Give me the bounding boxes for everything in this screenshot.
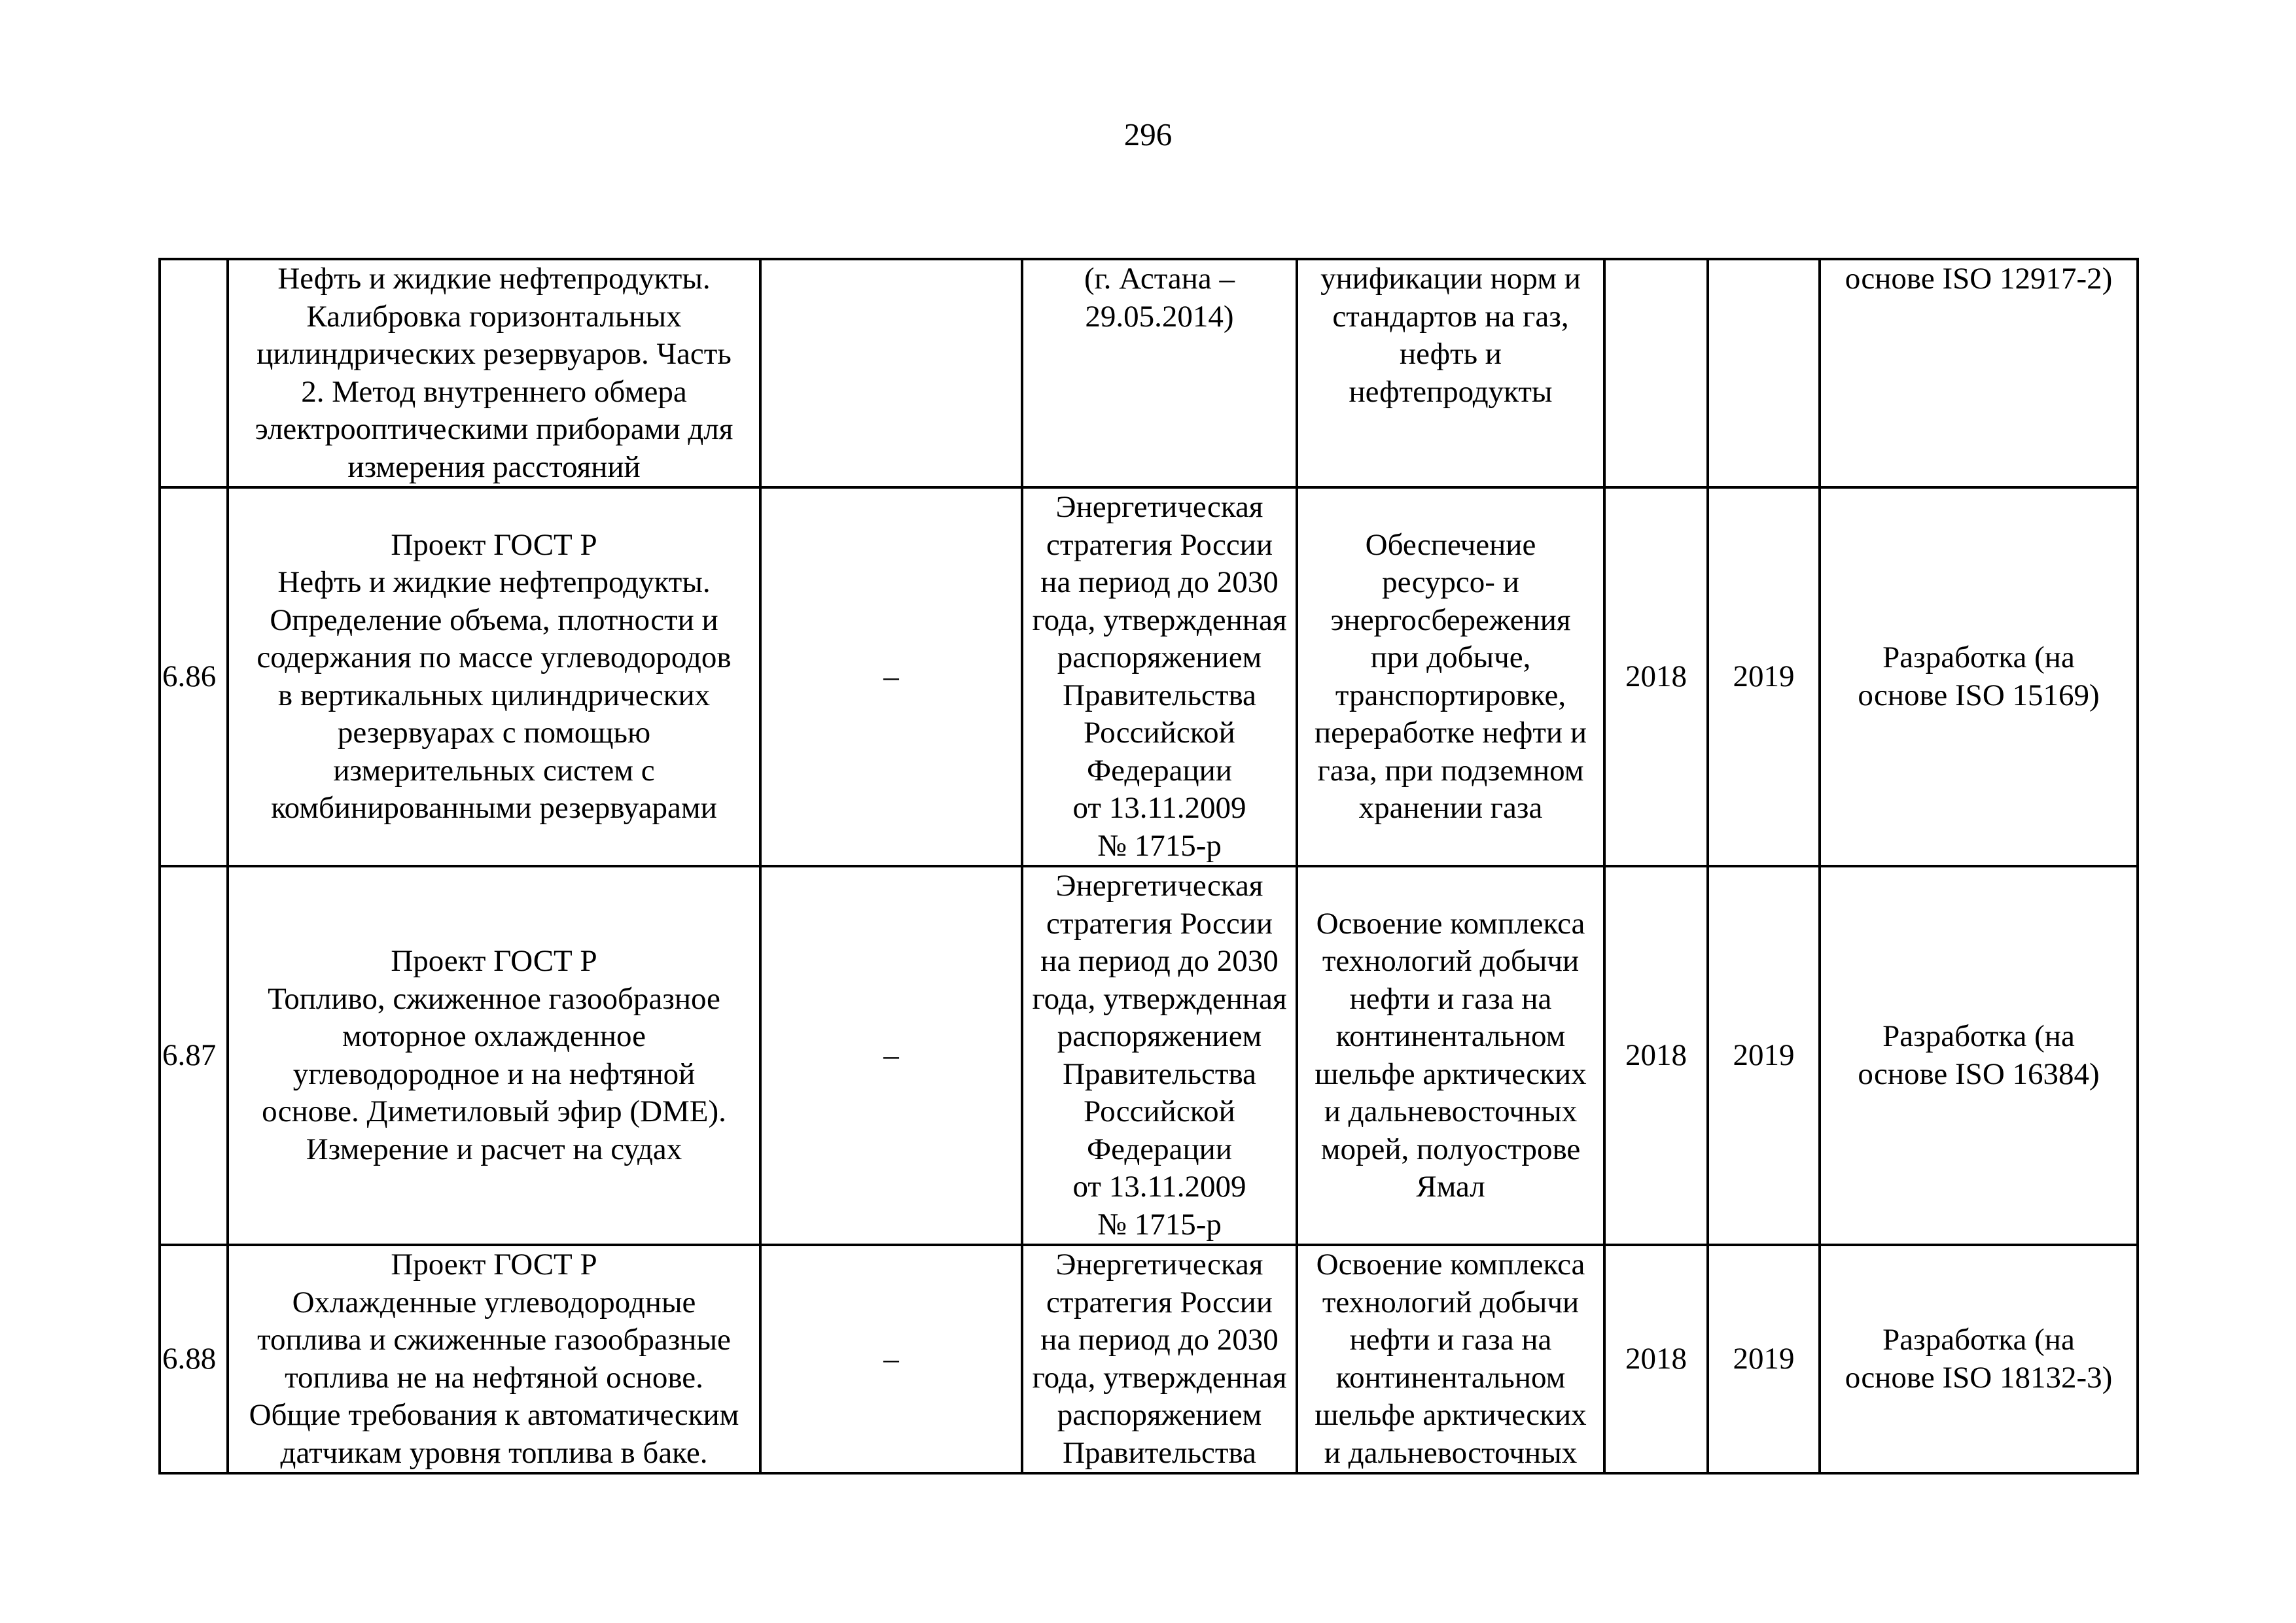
purpose-cell-line: Освоение комплекса bbox=[1316, 906, 1585, 941]
note-cell bbox=[1820, 259, 2138, 487]
basis-document-cell-line: Правительства bbox=[1063, 1056, 1256, 1091]
purpose-cell-line: морей, полуострове bbox=[1320, 1132, 1581, 1166]
standard-title-cell bbox=[228, 487, 760, 866]
purpose-cell-line: технологий добычи bbox=[1322, 1285, 1580, 1319]
basis-document-cell-line: на период до 2030 bbox=[1040, 1323, 1279, 1357]
standard-title-cell bbox=[228, 1245, 760, 1473]
end-year-cell: 2019 bbox=[1708, 866, 1820, 1245]
note-cell-line: Разработка (на bbox=[1882, 1323, 2075, 1357]
standard-title-cell-line: Проект ГОСТ Р bbox=[391, 944, 597, 978]
standard-title-cell-line: основе. Диметиловый эфир (DME). bbox=[262, 1094, 726, 1128]
basis-document-cell-line: стратегия России bbox=[1046, 527, 1273, 562]
table-row bbox=[160, 866, 2138, 1245]
basis-document-cell-line: Энергетическая bbox=[1055, 869, 1263, 903]
basis-document-cell bbox=[1022, 487, 1297, 866]
standard-title-cell-line: содержания по массе углеводородов bbox=[256, 640, 732, 674]
standard-title-cell-line: Проект ГОСТ Р bbox=[391, 1248, 597, 1282]
purpose-cell bbox=[1297, 1245, 1604, 1473]
note-cell-line: основе ISO 16384) bbox=[1858, 1056, 2100, 1091]
standard-title-cell-line: Определение объема, плотности и bbox=[270, 602, 718, 637]
basis-document-cell-line: № 1715-р bbox=[1097, 1207, 1222, 1242]
row-number-cell: 6.86 bbox=[160, 487, 228, 866]
table-row bbox=[160, 259, 2138, 487]
standard-title-cell-line: измерительных систем с bbox=[333, 753, 655, 788]
basis-document-cell-line: Правительства bbox=[1063, 678, 1256, 712]
basis-document-cell bbox=[1022, 1245, 1297, 1473]
standard-title-cell-line: комбинированными резервуарами bbox=[271, 791, 717, 825]
standard-title-cell-line: Охлажденные углеводородные bbox=[292, 1285, 696, 1319]
purpose-cell-line: хранении газа bbox=[1358, 791, 1543, 825]
end-year-cell: 2019 bbox=[1708, 1245, 1820, 1473]
basis-document-cell-line: года, утвержденная bbox=[1032, 602, 1287, 637]
standard-title-cell-line: в вертикальных цилиндрических bbox=[277, 678, 711, 712]
purpose-cell-line: энергосбережения bbox=[1330, 602, 1571, 637]
purpose-cell-line: нефтепродукты bbox=[1349, 374, 1553, 409]
purpose-cell-line: нефти и газа на bbox=[1349, 981, 1552, 1016]
purpose-cell-line: при добыче, bbox=[1370, 640, 1531, 674]
standard-title-cell-line: цилиндрических резервуаров. Часть bbox=[256, 337, 732, 371]
end-year-cell: 2019 bbox=[1708, 487, 1820, 866]
purpose-cell-line: и дальневосточных bbox=[1324, 1435, 1578, 1470]
standard-code-cell bbox=[760, 259, 1022, 487]
standard-title-cell-line: Общие требования к автоматическим bbox=[249, 1398, 739, 1432]
purpose-cell bbox=[1297, 487, 1604, 866]
basis-document-cell-line: Российской bbox=[1084, 1094, 1235, 1128]
purpose-cell-line: нефть и bbox=[1400, 337, 1502, 371]
note-cell bbox=[1820, 1245, 2138, 1473]
standard-title-cell-line: Топливо, сжиженное газообразное bbox=[268, 981, 720, 1016]
note-cell-line: основе ISO 12917-2) bbox=[1845, 262, 2113, 296]
table-row bbox=[160, 1245, 2138, 1473]
purpose-cell-line: унификации норм и bbox=[1320, 262, 1581, 296]
row-number-cell: 6.87 bbox=[160, 866, 228, 1245]
purpose-cell-line: континентальном bbox=[1335, 1360, 1566, 1395]
standard-title-cell-line: измерения расстояний bbox=[347, 449, 641, 484]
standard-title-cell-line: Нефть и жидкие нефтепродукты. bbox=[277, 262, 711, 296]
purpose-cell-line: Ямал bbox=[1416, 1170, 1485, 1204]
purpose-cell bbox=[1297, 259, 1604, 487]
basis-document-cell-line: распоряжением bbox=[1057, 1398, 1262, 1432]
standard-title-cell-line: Проект ГОСТ Р bbox=[391, 527, 597, 562]
standard-title-cell-line: Нефть и жидкие нефтепродукты. bbox=[277, 565, 711, 599]
purpose-cell-line: переработке нефти и bbox=[1315, 716, 1587, 750]
note-cell bbox=[1820, 487, 2138, 866]
standard-code-cell: – bbox=[760, 487, 1022, 866]
standard-title-cell-line: резервуарах с помощью bbox=[337, 716, 651, 750]
basis-document-cell-line: Федерации bbox=[1087, 1132, 1232, 1166]
standard-title-cell-line: топлива не на нефтяной основе. bbox=[285, 1360, 703, 1395]
note-cell bbox=[1820, 866, 2138, 1245]
basis-document-cell-line: стратегия России bbox=[1046, 906, 1273, 941]
standard-title-cell-line: 2. Метод внутреннего обмера bbox=[301, 374, 687, 409]
start-year-cell bbox=[1604, 259, 1708, 487]
page-number: 296 bbox=[1123, 116, 1173, 152]
basis-document-cell-line: № 1715-р bbox=[1097, 828, 1222, 863]
basis-document-cell-line: Правительства bbox=[1063, 1435, 1256, 1470]
note-cell-line: основе ISO 15169) bbox=[1858, 678, 2100, 712]
purpose-cell-line: газа, при подземном bbox=[1317, 753, 1584, 788]
basis-document-cell bbox=[1022, 259, 1297, 487]
end-year-cell bbox=[1708, 259, 1820, 487]
purpose-cell-line: технологий добычи bbox=[1322, 944, 1580, 978]
standard-title-cell-line: Измерение и расчет на судах bbox=[306, 1132, 682, 1166]
standard-title-cell-line: моторное охлажденное bbox=[342, 1019, 646, 1053]
purpose-cell-line: и дальневосточных bbox=[1324, 1094, 1578, 1128]
purpose-cell-line: стандартов на газ, bbox=[1332, 299, 1569, 334]
start-year-cell: 2018 bbox=[1604, 487, 1708, 866]
standard-title-cell-line: датчикам уровня топлива в баке. bbox=[280, 1435, 708, 1470]
row-number-cell bbox=[160, 259, 228, 487]
purpose-cell-line: Обеспечение bbox=[1365, 527, 1536, 562]
basis-document-cell-line: Федерации bbox=[1087, 753, 1232, 788]
basis-document-cell-line: Энергетическая bbox=[1055, 490, 1263, 524]
basis-document-cell-line: распоряжением bbox=[1057, 1019, 1262, 1053]
basis-document-cell-line: от 13.11.2009 bbox=[1072, 1170, 1246, 1204]
standard-title-cell bbox=[228, 866, 760, 1245]
basis-document-cell-line: на период до 2030 bbox=[1040, 944, 1279, 978]
start-year-cell: 2018 bbox=[1604, 866, 1708, 1245]
basis-document-cell bbox=[1022, 866, 1297, 1245]
standard-title-cell-line: электрооптическими приборами для bbox=[255, 412, 733, 446]
purpose-cell-line: ресурсо- и bbox=[1382, 565, 1519, 599]
basis-document-cell-line: стратегия России bbox=[1046, 1285, 1273, 1319]
note-cell-line: Разработка (на bbox=[1882, 640, 2075, 674]
basis-document-cell-line: Энергетическая bbox=[1055, 1248, 1263, 1282]
standard-code-cell: – bbox=[760, 1245, 1022, 1473]
purpose-cell-line: шельфе арктических bbox=[1315, 1398, 1587, 1432]
standard-code-cell: – bbox=[760, 866, 1022, 1245]
purpose-cell-line: Освоение комплекса bbox=[1316, 1248, 1585, 1282]
purpose-cell bbox=[1297, 866, 1604, 1245]
basis-document-cell-line: (г. Астана – bbox=[1084, 262, 1235, 296]
standard-title-cell-line: Калибровка горизонтальных bbox=[306, 299, 682, 334]
purpose-cell-line: континентальном bbox=[1335, 1019, 1566, 1053]
basis-document-cell-line: года, утвержденная bbox=[1032, 1360, 1287, 1395]
basis-document-cell-line: года, утвержденная bbox=[1032, 981, 1287, 1016]
row-number-cell: 6.88 bbox=[160, 1245, 228, 1473]
basis-document-cell-line: Российской bbox=[1084, 716, 1235, 750]
basis-document-cell-line: 29.05.2014) bbox=[1085, 299, 1234, 334]
note-cell-line: основе ISO 18132-3) bbox=[1845, 1360, 2113, 1395]
table-row bbox=[160, 487, 2138, 866]
purpose-cell-line: нефти и газа на bbox=[1349, 1323, 1552, 1357]
standard-title-cell-line: углеводородное и на нефтяной bbox=[292, 1056, 696, 1091]
standards-table bbox=[158, 258, 2139, 1475]
basis-document-cell-line: на период до 2030 bbox=[1040, 565, 1279, 599]
basis-document-cell-line: от 13.11.2009 bbox=[1072, 791, 1246, 825]
basis-document-cell-line: распоряжением bbox=[1057, 640, 1262, 674]
purpose-cell-line: шельфе арктических bbox=[1315, 1056, 1587, 1091]
note-cell-line: Разработка (на bbox=[1882, 1019, 2075, 1053]
standard-title-cell bbox=[228, 259, 760, 487]
start-year-cell: 2018 bbox=[1604, 1245, 1708, 1473]
standard-title-cell-line: топлива и сжиженные газообразные bbox=[257, 1323, 731, 1357]
purpose-cell-line: транспортировке, bbox=[1335, 678, 1566, 712]
